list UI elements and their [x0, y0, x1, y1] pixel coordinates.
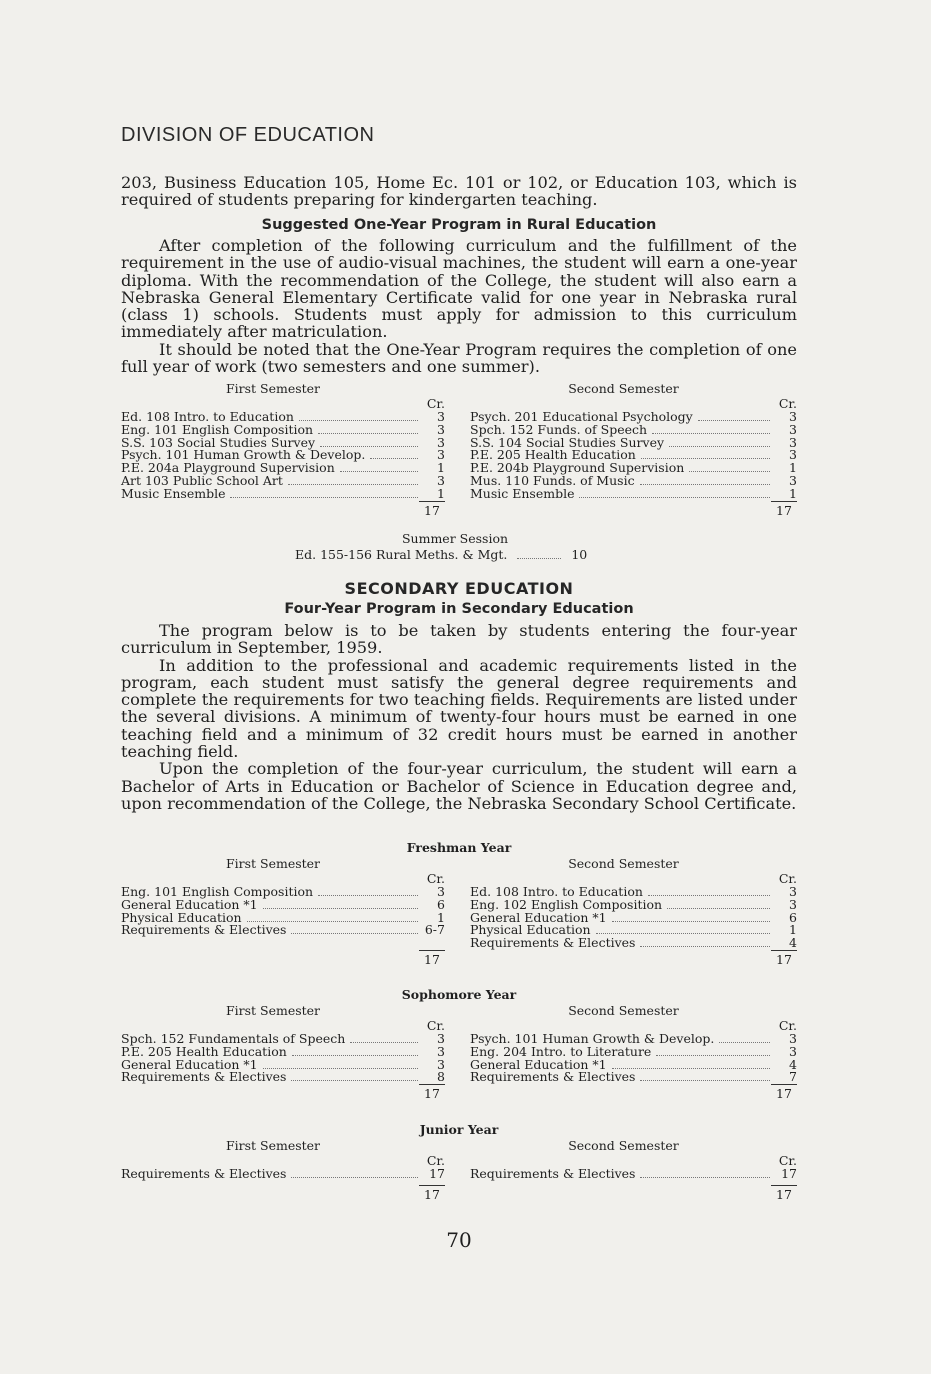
leader-dots: [318, 425, 418, 434]
leader-dots: [291, 925, 418, 934]
course-name: S.S. 103 Social Studies Survey: [121, 434, 316, 450]
leader-dots: [318, 887, 418, 896]
course-credit: 3: [789, 896, 797, 912]
credit-label: Cr.: [426, 395, 445, 411]
credit-label: Cr.: [426, 1017, 445, 1033]
course-name: Requirements & Electives: [470, 1069, 636, 1085]
course-credit: 3: [789, 1043, 797, 1059]
secondary-heading: SECONDARY EDUCATION: [344, 579, 574, 598]
course-row: [121, 1071, 445, 1084]
course-credit: 6: [789, 909, 797, 925]
rural-first-semester: [121, 383, 445, 518]
course-credit: 3: [437, 434, 445, 450]
course-row: [470, 937, 797, 950]
semester-label: First Semester: [225, 1003, 321, 1018]
course-name: P.E. 205 Health Education: [470, 447, 636, 463]
course-name: Requirements & Electives: [121, 1069, 287, 1085]
leader-dots: [640, 1072, 770, 1081]
course-list: [121, 1030, 445, 1085]
leader-dots: [291, 1072, 418, 1081]
course-credit: 3: [437, 408, 445, 424]
division-header: DIVISION OF EDUCATION: [121, 124, 375, 146]
course-credit: 8: [437, 1069, 445, 1085]
rural-heading: Suggested One-Year Program in Rural Education: [261, 217, 657, 233]
freshman-year-title: Freshman Year: [406, 840, 512, 855]
rural-semesters: [121, 383, 797, 533]
course-name: Mus. 110 Funds. of Music: [470, 473, 635, 489]
semester-label: First Semester: [225, 381, 321, 396]
course-name: General Education *1: [470, 1056, 607, 1072]
course-credit: 3: [789, 883, 797, 899]
summer-credit: 10: [571, 547, 588, 562]
course-name: S.S. 104 Social Studies Survey: [470, 434, 665, 450]
leader-dots: [263, 900, 418, 909]
leader-dots: [263, 1060, 418, 1069]
sophomore-year-title: Sophomore Year: [401, 987, 517, 1002]
course-credit: 6: [437, 896, 445, 912]
rural-second-semester: [470, 383, 797, 518]
course-list: [470, 408, 797, 502]
semester-label: Second Semester: [568, 1138, 679, 1153]
course-name: Requirements & Electives: [121, 1165, 287, 1181]
course-name: P.E. 204b Playground Supervision: [470, 460, 685, 476]
course-credit: 1: [789, 460, 797, 476]
semester-total: 17: [121, 950, 445, 967]
leader-dots: [340, 463, 418, 472]
course-credit: 17: [429, 1165, 445, 1181]
leader-dots: [656, 1047, 770, 1056]
secondary-text: [121, 622, 797, 812]
sophomore-first-semester: [121, 1005, 445, 1101]
summer-session: [121, 531, 797, 562]
course-row: [121, 488, 445, 501]
course-name: General Education *1: [121, 1056, 258, 1072]
course-list: [121, 883, 445, 938]
course-name: Requirements & Electives: [121, 922, 287, 938]
leader-dots: [719, 1034, 770, 1043]
semester-label: Second Semester: [568, 1003, 679, 1018]
course-credit: 4: [789, 1056, 797, 1072]
semester-label: Second Semester: [568, 381, 679, 396]
rural-paragraph-2: It should be noted that the One-Year Program requires the completion of one full year of work (two semesters and one summer).: [121, 339, 797, 377]
course-name: Spch. 152 Funds. of Speech: [470, 421, 648, 437]
secondary-paragraph-3: Upon the completion of the four-year curriculum, the student will earn a Bachelor of Arts in Education or Bachelor of Science in Education degree and, upon recommendation of the College, the Nebraska Secondary School Certificate.: [121, 759, 797, 813]
course-row: [470, 1165, 797, 1181]
leader-dots: [517, 550, 561, 559]
sophomore-semesters: [121, 1005, 797, 1115]
course-credit: 3: [789, 408, 797, 424]
course-name: General Education *1: [121, 896, 258, 912]
course-credit: 1: [437, 486, 445, 502]
course-credit: 1: [437, 460, 445, 476]
course-list: [121, 408, 445, 502]
leader-dots: [652, 425, 770, 434]
summer-course: Ed. 155-156 Rural Meths. & Mgt.: [295, 547, 508, 562]
intro-paragraph: 203, Business Education 105, Home Ec. 101 or 102, or Education 103, which is required of students preparing for kindergarten teaching.: [121, 173, 797, 210]
course-credit: 3: [437, 1043, 445, 1059]
secondary-subheading: Four-Year Program in Secondary Education: [284, 601, 634, 617]
freshman-second-semester: [470, 858, 797, 967]
semester-total: 17: [121, 1084, 445, 1101]
junior-first-semester: [121, 1140, 445, 1202]
course-name: Physical Education: [121, 909, 242, 925]
junior-semesters: [121, 1140, 797, 1220]
summer-label: Summer Session: [401, 531, 509, 546]
course-credit: 3: [437, 883, 445, 899]
freshman-semesters: [121, 858, 797, 978]
semester-label: First Semester: [225, 1138, 321, 1153]
course-list: [470, 1030, 797, 1085]
credit-label: Cr.: [778, 1017, 797, 1033]
semester-total: 17: [470, 1185, 797, 1202]
credit-label: Cr.: [426, 870, 445, 886]
rural-paragraph-1: After completion of the following curriculum and the fulfillment of the requirement in the use of audio-visual machines, the student will earn a one-year diploma. With the recommendation of the College, the student will also earn a Nebraska General Elementary Certificate valid for one year in Nebraska rural (class 1) schools. Students must apply for admission to this curriculum immediately after matriculation.: [121, 236, 797, 342]
summer-course-row: [295, 548, 587, 562]
leader-dots: [640, 1169, 770, 1178]
leader-dots: [640, 476, 770, 485]
course-row: [121, 924, 445, 937]
course-credit: 3: [437, 473, 445, 489]
page-number: 70: [446, 1228, 472, 1252]
leader-dots: [669, 438, 770, 447]
leader-dots: [641, 450, 770, 459]
course-name: Spch. 152 Fundamentals of Speech: [121, 1030, 346, 1046]
secondary-paragraph-2: In addition to the professional and academic requirements listed in the program, each student must satisfy the general degree requirements and complete the requirements for two teaching fields. Requirements are listed under the several divisions. A minimum of twenty-four hours must be earned in one teaching field and a minimum of 32 credit hours must be earned in another teaching field.: [121, 655, 797, 762]
course-credit: 3: [789, 473, 797, 489]
semester-total: 17: [121, 1185, 445, 1202]
junior-second-semester: [470, 1140, 797, 1202]
leader-dots: [299, 412, 418, 421]
course-row: [470, 1071, 797, 1084]
course-credit: 1: [789, 922, 797, 938]
semester-label: First Semester: [225, 856, 321, 871]
course-name: Art 103 Public School Art: [121, 473, 283, 489]
leader-dots: [230, 489, 418, 498]
course-name: Ed. 108 Intro. to Education: [470, 883, 643, 899]
course-row: [470, 488, 797, 501]
course-name: P.E. 204a Playground Supervision: [121, 460, 335, 476]
secondary-paragraph-1: The program below is to be taken by students entering the four-year curriculum in September, 1959.: [121, 621, 797, 658]
course-name: Psych. 101 Human Growth & Develop.: [121, 447, 366, 463]
course-name: Eng. 204 Intro. to Literature: [470, 1043, 652, 1059]
course-credit: 3: [437, 1030, 445, 1046]
sophomore-second-semester: [470, 1005, 797, 1101]
leader-dots: [612, 913, 770, 922]
course-name: Eng. 101 English Composition: [121, 421, 314, 437]
course-name: Music Ensemble: [121, 486, 226, 502]
course-credit: 1: [789, 486, 797, 502]
course-credit: 3: [789, 1030, 797, 1046]
course-credit: 17: [781, 1165, 797, 1181]
course-list: [121, 1165, 445, 1181]
course-name: Psych. 101 Human Growth & Develop.: [470, 1030, 715, 1046]
course-credit: 7: [789, 1069, 797, 1085]
course-credit: 3: [437, 1056, 445, 1072]
course-name: Eng. 102 English Composition: [470, 896, 663, 912]
leader-dots: [667, 900, 770, 909]
leader-dots: [320, 438, 418, 447]
leader-dots: [648, 887, 770, 896]
course-name: P.E. 205 Health Education: [121, 1043, 287, 1059]
leader-dots: [596, 925, 770, 934]
course-credit: 3: [789, 421, 797, 437]
course-name: Psych. 201 Educational Psychology: [470, 408, 693, 424]
leader-dots: [698, 412, 770, 421]
semester-total: 17: [470, 950, 797, 967]
leader-dots: [291, 1169, 418, 1178]
course-credit: 3: [789, 447, 797, 463]
leader-dots: [288, 476, 418, 485]
course-row: [121, 1165, 445, 1181]
course-credit: 6-7: [424, 922, 445, 938]
leader-dots: [640, 938, 770, 947]
semester-total: 17: [470, 1084, 797, 1101]
leader-dots: [350, 1034, 418, 1043]
leader-dots: [612, 1060, 770, 1069]
semester-total: 17: [470, 501, 797, 518]
leader-dots: [247, 913, 418, 922]
leader-dots: [370, 450, 418, 459]
leader-dots: [689, 463, 770, 472]
credit-label: Cr.: [426, 1152, 445, 1168]
course-name: General Education *1: [470, 909, 607, 925]
course-name: Requirements & Electives: [470, 1165, 636, 1181]
course-name: Music Ensemble: [470, 486, 575, 502]
course-list: [470, 1165, 797, 1181]
junior-year-title: Junior Year: [419, 1122, 499, 1137]
course-name: Eng. 101 English Composition: [121, 883, 314, 899]
leader-dots: [292, 1047, 418, 1056]
credit-label: Cr.: [778, 870, 797, 886]
credit-label: Cr.: [778, 395, 797, 411]
freshman-first-semester: [121, 858, 445, 967]
course-name: Ed. 108 Intro. to Education: [121, 408, 294, 424]
leader-dots: [579, 489, 770, 498]
course-credit: 3: [437, 447, 445, 463]
semester-label: Second Semester: [568, 856, 679, 871]
course-credit: 4: [789, 935, 797, 951]
course-credit: 3: [437, 421, 445, 437]
course-name: Requirements & Electives: [470, 935, 636, 951]
credit-label: Cr.: [778, 1152, 797, 1168]
course-credit: 3: [789, 434, 797, 450]
course-credit: 1: [437, 909, 445, 925]
course-list: [470, 883, 797, 951]
rural-text: [121, 237, 797, 375]
semester-total: 17: [121, 501, 445, 518]
course-name: Physical Education: [470, 922, 591, 938]
